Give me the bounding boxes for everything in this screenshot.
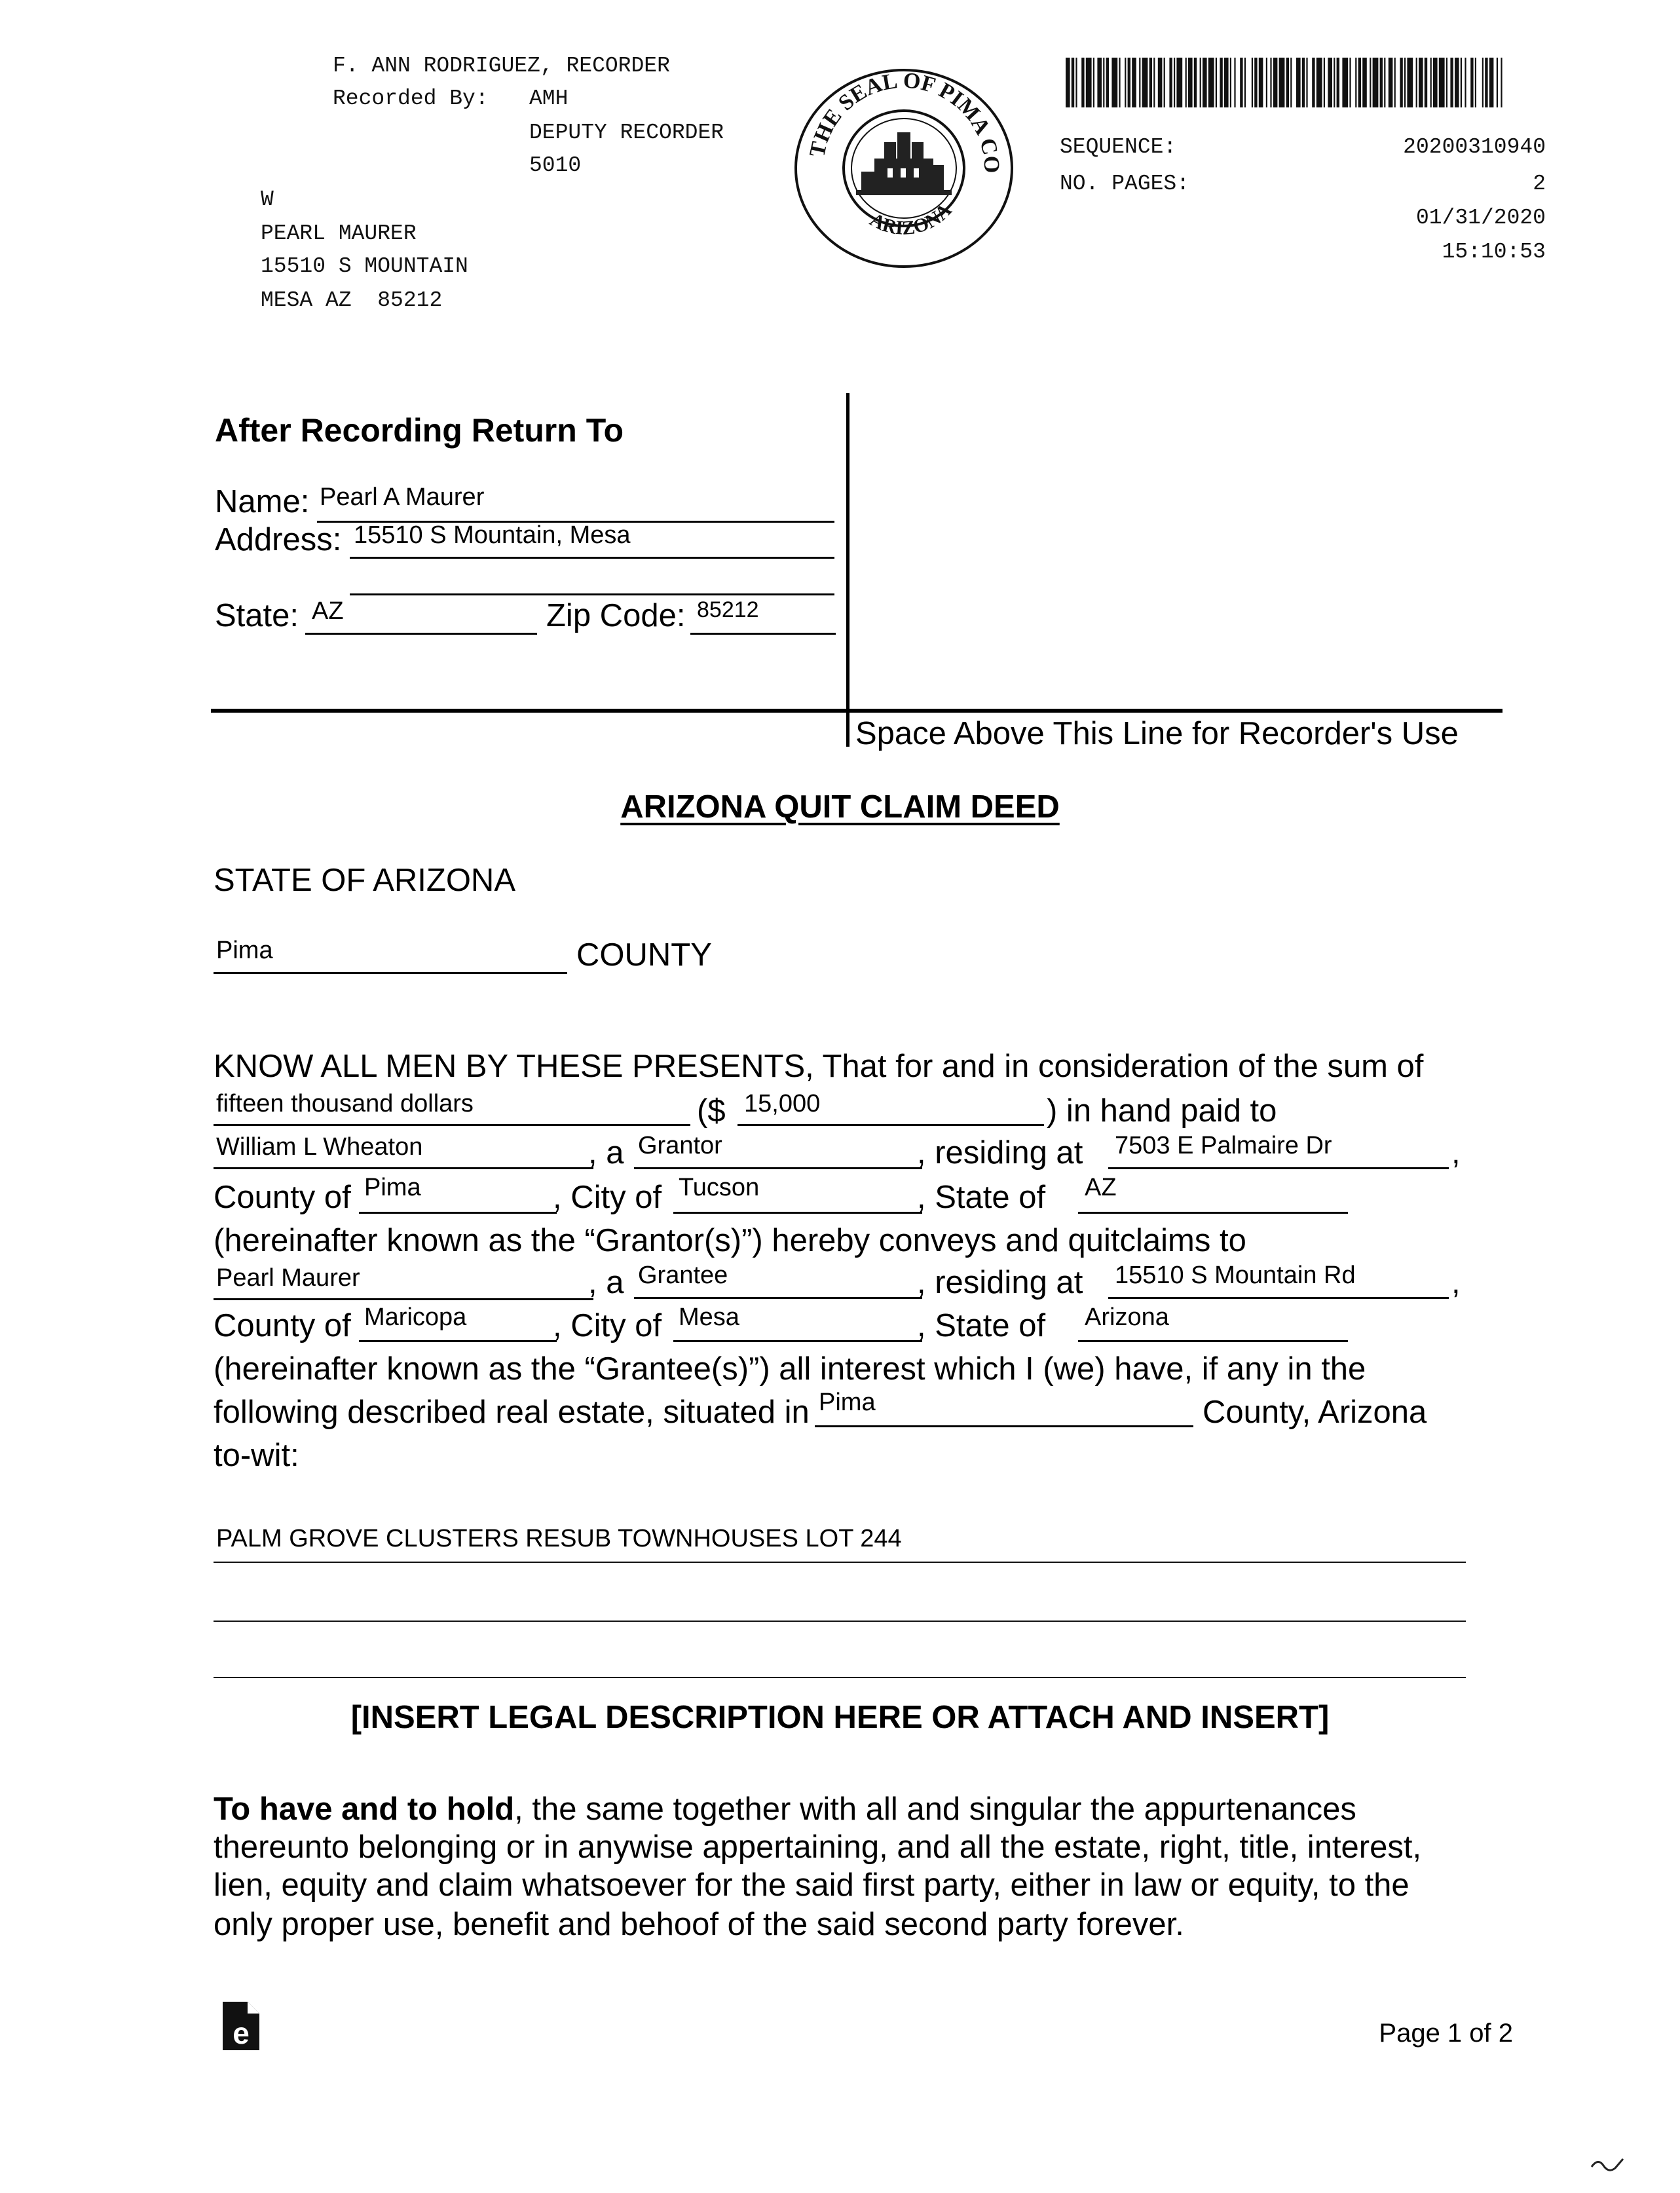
county-value: Pima — [216, 937, 273, 964]
zip-underline — [690, 633, 836, 635]
legal-line-3 — [214, 1677, 1466, 1678]
logo-letter: e — [233, 2016, 250, 2050]
barcode-bar — [1485, 58, 1487, 107]
grantee-county: Maricopa — [364, 1303, 467, 1331]
grantor-residing-label: , residing at — [917, 1135, 1083, 1171]
record-time: 15:10:53 — [1442, 240, 1546, 264]
barcode-bar — [1407, 58, 1413, 107]
barcode-bar — [1389, 58, 1393, 107]
barcode-bar — [1337, 58, 1339, 107]
deed-title: ARIZONA QUIT CLAIM DEED — [620, 789, 1060, 825]
barcode-bar — [1384, 58, 1385, 107]
barcode-bar — [1497, 58, 1498, 107]
grantee-city: Mesa — [679, 1303, 739, 1331]
barcode-bar — [1194, 58, 1197, 107]
barcode-bar — [1203, 58, 1207, 107]
habendum-line-1-text: , the same together with all and singular the appurtenances — [514, 1791, 1356, 1827]
address-label: Address: — [215, 522, 342, 557]
barcode-bar — [1296, 58, 1301, 107]
intro-line: KNOW ALL MEN BY THESE PRESENTS, That for and in consideration of the sum of — [214, 1049, 1424, 1084]
barcode-bar — [1446, 58, 1447, 107]
barcode-bar — [1208, 58, 1214, 107]
page-number: Page 1 of 2 — [1379, 2019, 1513, 2048]
grantee-clause: (hereinafter known as the “Grantee(s)”) all interest which I (we) have, if any in the — [214, 1351, 1366, 1387]
recorder-space-note: Space Above This Line for Recorder's Use — [855, 716, 1459, 751]
barcode-bar — [1370, 58, 1371, 107]
barcode-bar — [1066, 58, 1070, 107]
barcode-bar — [1128, 58, 1130, 107]
barcode-bar — [1132, 58, 1136, 107]
grantee-a-label: , a — [588, 1265, 624, 1300]
document-e-icon — [223, 2002, 259, 2050]
grantor-county-label: County of — [214, 1180, 351, 1215]
barcode-bar — [1097, 58, 1102, 107]
situated-county: Pima — [819, 1389, 876, 1416]
habendum-line-1 — [214, 1791, 1356, 1828]
grantee-role: Grantee — [638, 1262, 728, 1289]
recorded-by-label: Recorded By: — [333, 86, 489, 111]
barcode-bar — [1086, 58, 1092, 107]
recorder-space-rule — [211, 709, 1503, 713]
grantee-name-underline — [214, 1298, 593, 1300]
barcode-bar — [1224, 58, 1229, 107]
svg-text:ARIZONA: ARIZONA — [866, 199, 956, 240]
grantee-county-underline — [359, 1340, 557, 1342]
grantor-county: Pima — [364, 1174, 421, 1201]
mail-city-state-zip: MESA AZ 85212 — [261, 288, 443, 312]
return-address: 15510 S Mountain, Mesa — [354, 521, 631, 549]
barcode-bar — [1425, 58, 1427, 107]
barcode-bar — [1093, 58, 1094, 107]
return-to-heading: After Recording Return To — [215, 412, 624, 449]
habendum-line-3: lien, equity and claim whatsoever for the said first party, either in law or equity, to the — [214, 1867, 1409, 1903]
barcode-bar — [1430, 58, 1432, 107]
amount-prefix: ($ — [697, 1093, 726, 1129]
grantee-name: Pearl Maurer — [216, 1264, 360, 1292]
barcode-bar — [1259, 58, 1263, 107]
sequence-label: SEQUENCE: — [1060, 135, 1177, 159]
address-underline-2 — [350, 593, 834, 595]
barcode-bar — [1266, 58, 1267, 107]
barcode-bar — [1416, 58, 1417, 107]
grantee-city-label: , City of — [553, 1308, 662, 1343]
return-state: AZ — [312, 597, 344, 625]
barcode-bar — [1254, 58, 1257, 107]
barcode-bar — [1439, 58, 1445, 107]
habendum-line-4: only proper use, benefit and behoof of the said second party forever. — [214, 1907, 1184, 1942]
barcode-bar — [1279, 58, 1285, 107]
barcode — [1066, 58, 1503, 107]
legal-line-1 — [214, 1562, 1466, 1563]
barcode-bar — [1174, 58, 1175, 107]
grantor-clause: (hereinafter known as the “Grantor(s)”) hereby conveys and quitclaims to — [214, 1223, 1246, 1258]
barcode-bar — [1373, 58, 1379, 107]
recorder-area-divider — [846, 393, 849, 747]
grantor-city: Tucson — [679, 1174, 760, 1201]
grantee-residing-label: , residing at — [917, 1265, 1083, 1300]
barcode-bar — [1111, 58, 1117, 107]
barcode-bar — [1188, 58, 1193, 107]
barcode-bar — [1482, 58, 1484, 107]
barcode-bar — [1072, 58, 1074, 107]
barcode-bar — [1103, 58, 1104, 107]
barcode-bar — [1355, 58, 1356, 107]
mail-street: 15510 S MOUNTAIN — [261, 254, 468, 278]
barcode-bar — [1470, 58, 1473, 107]
to-wit: to-wit: — [214, 1438, 299, 1473]
barcode-bar — [1125, 58, 1126, 107]
barcode-bar — [1404, 58, 1406, 107]
grantor-city-underline — [673, 1212, 922, 1214]
barcode-bar — [1164, 58, 1165, 107]
barcode-bar — [1328, 58, 1332, 107]
amount-words-underline — [214, 1124, 690, 1126]
county-arizona: County, Arizona — [1203, 1395, 1427, 1430]
svg-text:THE SEAL OF PIMA COUNTY: THE SEAL OF PIMA CO — [805, 68, 1004, 174]
grantor-state: AZ — [1085, 1174, 1117, 1201]
barcode-bar — [1316, 58, 1322, 107]
barcode-bar — [1075, 58, 1077, 107]
deputy-title: DEPUTY RECORDER — [529, 121, 724, 145]
barcode-bar — [1342, 58, 1348, 107]
grantor-address: 7503 E Palmaire Dr — [1115, 1132, 1332, 1159]
grantor-state-underline — [1078, 1212, 1348, 1214]
address-underline — [350, 557, 834, 559]
barcode-bar — [1475, 58, 1476, 107]
barcode-bar — [1394, 58, 1396, 107]
w-code: W — [261, 187, 274, 212]
barcode-bar — [1153, 58, 1155, 107]
barcode-bar — [1119, 58, 1120, 107]
barcode-bar — [1461, 58, 1462, 107]
barcode-bar — [1216, 58, 1217, 107]
amount-number-underline — [737, 1124, 1044, 1126]
barcode-bar — [1273, 58, 1278, 107]
barcode-bar — [1142, 58, 1148, 107]
barcode-bar — [1312, 58, 1315, 107]
amount-suffix: ) in hand paid to — [1047, 1093, 1277, 1129]
barcode-bar — [1106, 58, 1109, 107]
barcode-bar — [1362, 58, 1367, 107]
state-of-arizona: STATE OF ARIZONA — [214, 863, 516, 898]
barcode-bar — [1358, 58, 1361, 107]
habendum-bold: To have and to hold — [214, 1791, 515, 1827]
comma: , — [1451, 1135, 1461, 1171]
grantor-name-underline — [214, 1167, 593, 1169]
barcode-bar — [1185, 58, 1187, 107]
barcode-bar — [1306, 58, 1307, 107]
deputy-number: 5010 — [529, 153, 582, 178]
record-date: 01/31/2020 — [1415, 206, 1546, 230]
barcode-bar — [1169, 58, 1172, 107]
barcode-bar — [1081, 58, 1084, 107]
amount-number: 15,000 — [744, 1090, 821, 1117]
situated-county-underline — [815, 1425, 1193, 1427]
recorded-by: AMH — [529, 86, 569, 111]
grantee-address: 15510 S Mountain Rd — [1115, 1262, 1356, 1289]
barcode-bar — [1455, 58, 1459, 107]
barcode-bar — [1139, 58, 1140, 107]
grantor-role: Grantor — [638, 1132, 722, 1159]
grantee-county-label: County of — [214, 1308, 351, 1343]
mail-name: PEARL MAURER — [261, 221, 417, 246]
grantee-address-underline — [1108, 1297, 1449, 1299]
barcode-bar — [1220, 58, 1222, 107]
grantor-county-underline — [359, 1212, 557, 1214]
barcode-bar — [1158, 58, 1163, 107]
barcode-bar — [1240, 58, 1242, 107]
pages-label: NO. PAGES: — [1060, 172, 1190, 196]
barcode-bar — [1324, 58, 1325, 107]
barcode-bar — [1252, 58, 1253, 107]
zip-label: Zip Code: — [546, 598, 686, 633]
legal-instruction: [INSERT LEGAL DESCRIPTION HERE OR ATTACH AND INSERT] — [350, 1700, 1330, 1735]
barcode-bar — [1501, 58, 1502, 107]
barcode-bar — [1465, 58, 1466, 107]
grantor-name: William L Wheaton — [216, 1133, 423, 1161]
barcode-bar — [1234, 58, 1235, 107]
barcode-bar — [1290, 58, 1292, 107]
barcode-bar — [1286, 58, 1289, 107]
grantor-state-label: , State of — [917, 1180, 1046, 1215]
pages-value: 2 — [1533, 172, 1546, 196]
barcode-bar — [1334, 58, 1335, 107]
grantee-city-underline — [673, 1340, 922, 1342]
grantor-role-underline — [634, 1167, 922, 1169]
state-underline — [305, 633, 537, 635]
county-underline — [214, 972, 567, 974]
barcode-bar — [1176, 58, 1182, 107]
recorder-name: F. ANN RODRIGUEZ, RECORDER — [333, 54, 670, 78]
barcode-bar — [1200, 58, 1201, 107]
grantor-address-underline — [1108, 1167, 1449, 1169]
grantee-state: Arizona — [1085, 1303, 1169, 1331]
barcode-bar — [1244, 58, 1246, 107]
grantee-role-underline — [634, 1297, 922, 1299]
habendum-line-2: thereunto belonging or in anywise appertaining, and all the estate, right, title, interest, — [214, 1829, 1422, 1865]
barcode-bar — [1489, 58, 1494, 107]
barcode-bar — [1400, 58, 1402, 107]
grantee-state-label: , State of — [917, 1308, 1046, 1343]
barcode-bar — [1270, 58, 1271, 107]
handwritten-mark — [1589, 2154, 1628, 2183]
return-name: Pearl A Maurer — [320, 483, 485, 511]
legal-line-2 — [214, 1621, 1466, 1622]
legal-description: PALM GROVE CLUSTERS RESUB TOWNHOUSES LOT 244 — [216, 1525, 902, 1552]
barcode-bar — [1450, 58, 1453, 107]
amount-words: fifteen thousand dollars — [216, 1090, 474, 1117]
sequence-value: 20200310940 — [1403, 135, 1546, 159]
return-zip: 85212 — [697, 597, 759, 622]
barcode-bar — [1419, 58, 1423, 107]
barcode-bar — [1380, 58, 1383, 107]
grantor-a-label: , a — [588, 1135, 624, 1171]
name-label: Name: — [215, 484, 310, 519]
barcode-bar — [1349, 58, 1351, 107]
barcode-bar — [1433, 58, 1438, 107]
grantor-city-label: , City of — [553, 1180, 662, 1215]
barcode-bar — [1230, 58, 1231, 107]
state-label: State: — [215, 598, 299, 633]
situated-text: following described real estate, situated in — [214, 1395, 810, 1430]
barcode-bar — [1149, 58, 1152, 107]
pima-county-seal — [783, 60, 1025, 276]
grantee-state-underline — [1078, 1340, 1348, 1342]
comma: , — [1451, 1265, 1461, 1300]
county-label: COUNTY — [576, 937, 712, 973]
barcode-bar — [1302, 58, 1305, 107]
